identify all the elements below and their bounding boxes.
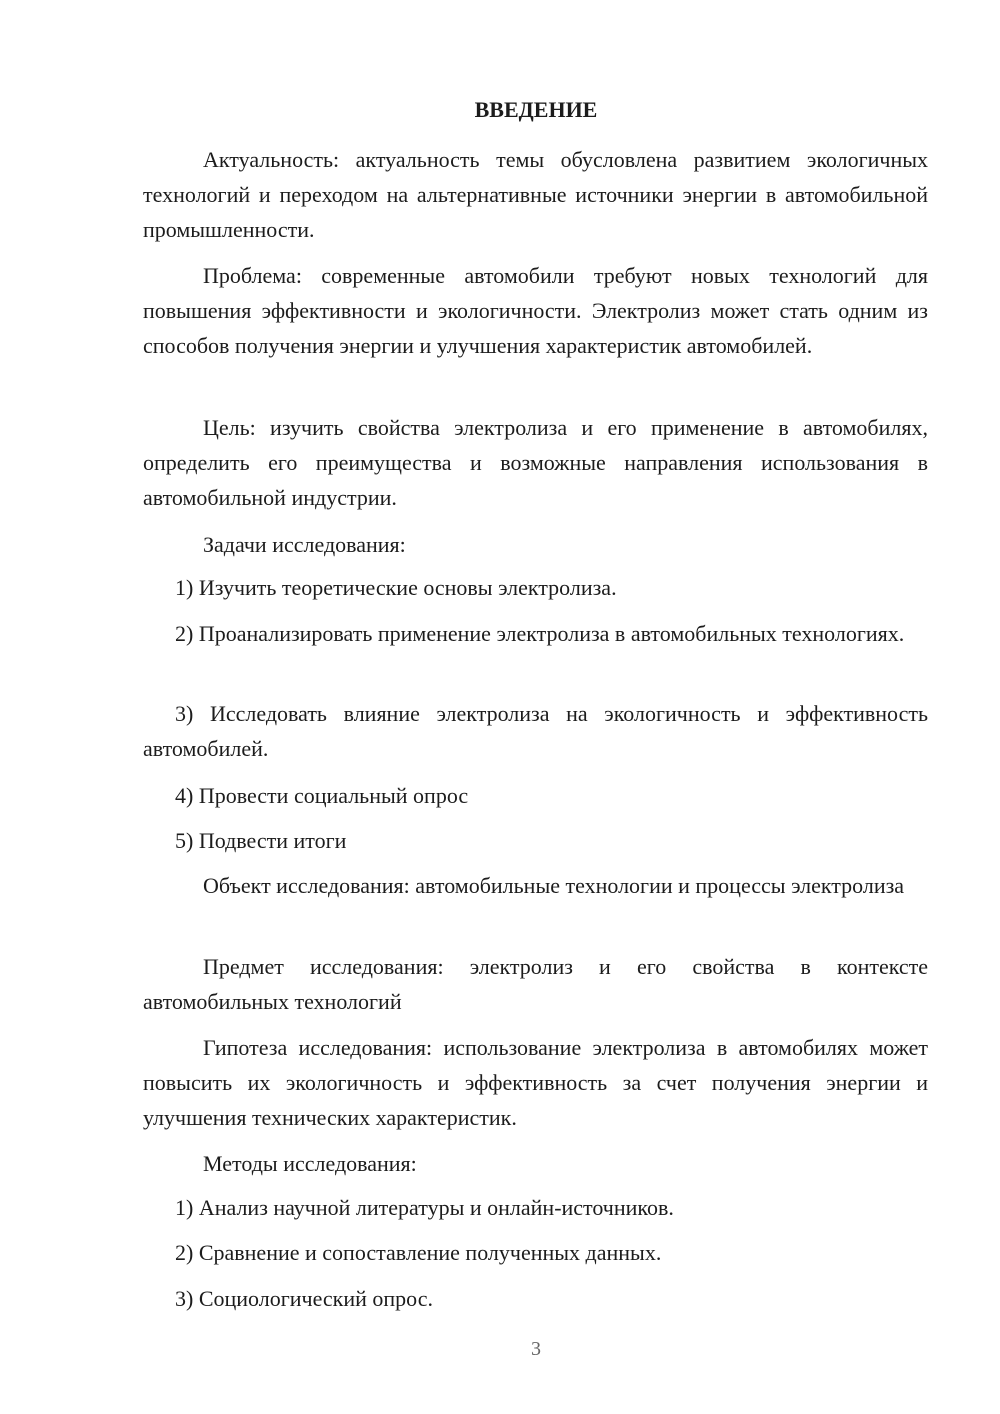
page-number: 3 xyxy=(531,1338,541,1360)
tasks-heading: Задачи исследования: xyxy=(203,532,406,557)
task-item-3: 3) Исследовать влияние электролиза на экологичность и эффективность автомобилей. xyxy=(143,701,928,761)
task-item-4: 4) Провести социальный опрос xyxy=(175,783,469,808)
relevance-paragraph: Актуальность: актуальность темы обусловлена развитием экологичных технологий и переходом на альтернативные источники энергии в автомобильной промышленности. xyxy=(143,147,928,242)
method-item-2: 2) Сравнение и сопоставление полученных данных. xyxy=(175,1240,662,1265)
problem-paragraph: Проблема: современные автомобили требуют новых технологий для повышения эффективности и экологичности. Электролиз может стать одним из способов получения энергии и улучшения характеристик автомобилей. xyxy=(143,263,928,358)
task-item-2: 2) Проанализировать применение электролиза в автомобильных технологиях. xyxy=(175,621,905,646)
task-item-5: 5) Подвести итоги xyxy=(175,828,347,853)
goal-paragraph: Цель: изучить свойства электролиза и его применение в автомобилях, определить его преимущества и возможные направления использования в автомобильной индустрии. xyxy=(143,415,928,510)
object-paragraph: Объект исследования: автомобильные технологии и процессы электролиза xyxy=(203,873,905,898)
method-item-1: 1) Анализ научной литературы и онлайн-источников. xyxy=(175,1195,674,1220)
page-title: ВВЕДЕНИЕ xyxy=(474,97,598,122)
methods-heading: Методы исследования: xyxy=(203,1151,417,1176)
subject-paragraph: Предмет исследования: электролиз и его свойства в контексте автомобильных технологий xyxy=(143,954,928,1014)
method-item-3: 3) Социологический опрос. xyxy=(175,1286,433,1311)
hypothesis-paragraph: Гипотеза исследования: использование электролиза в автомобилях может повысить их экологичность и эффективность за счет получения энергии и улучшения технических характеристик. xyxy=(143,1035,928,1130)
task-item-1: 1) Изучить теоретические основы электролиза. xyxy=(175,575,617,600)
